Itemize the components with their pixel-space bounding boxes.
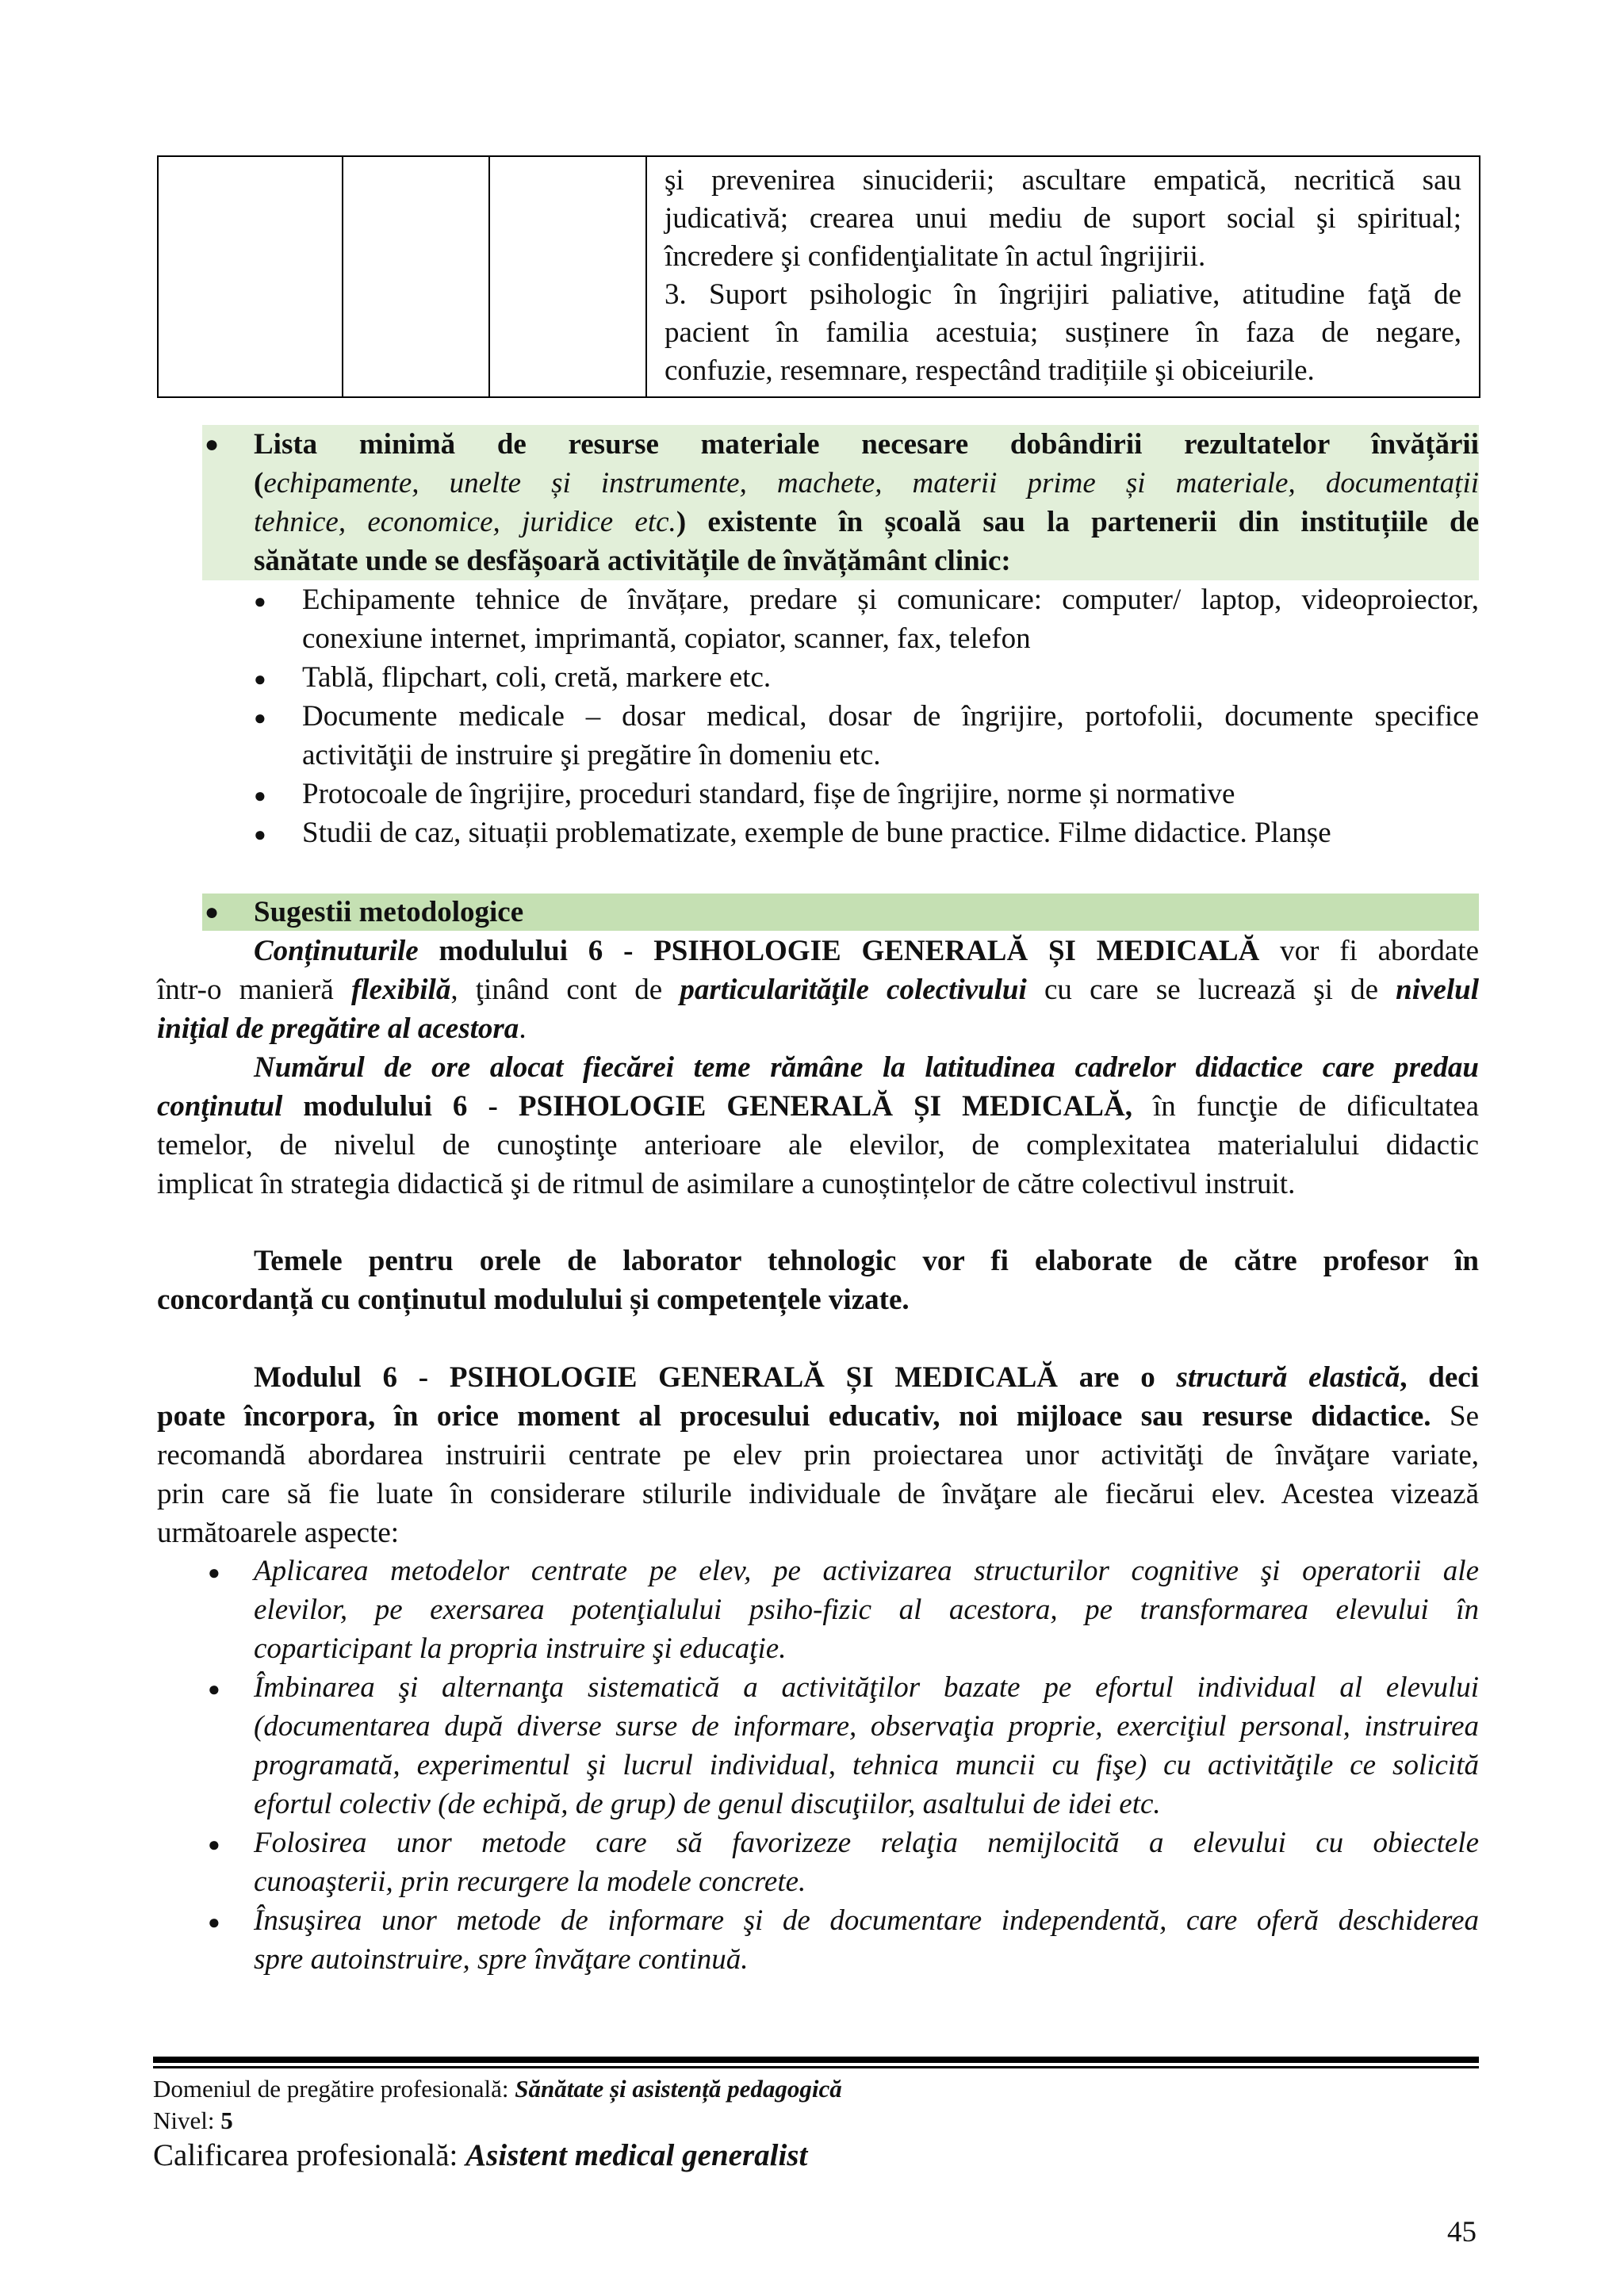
table-cell-content xyxy=(646,156,1480,397)
cell-text-line: şi prevenirea sinuciderii; ascultare empatică, necritică sau xyxy=(665,164,1461,197)
suggestions-paragraph-4: Modulul 6 - PSIHOLOGIE GENERALĂ ȘI MEDICALĂ are o structură elastică, deci poate încorpora, în orice moment al procesului educativ, noi mijloace sau resurse didactice. Se recomandă abordarea instruirii centrate pe elev prin proiectarea unor activităţi de învăţare variate, prin care să fie luate în considerare stilurile individuale de învăţare ale fiecărui elev. Acestea vizează următoarele aspecte: xyxy=(157,1361,1480,1549)
bullet-icon: ● xyxy=(254,590,266,613)
bullet-icon: ● xyxy=(208,1678,220,1701)
suggestions-paragraph-1: Conținuturile modulului 6 - PSIHOLOGIE GENERALĂ ȘI MEDICALĂ vor fi abordate într-o manieră flexibilă, ţinând cont de particularităţile colectivului cu care se lucrează şi de nivelul iniţial de pregătire al acestora. xyxy=(157,935,1480,1045)
cell-text-line: confuzie, resemnare, respectând tradițiile şi obiceiurile. xyxy=(665,354,1315,387)
bullet-icon: ● xyxy=(254,784,266,807)
list-item: Însuşirea unor metode de informare şi de documentare independentă, care oferă deschiderea spre autoinstruire, spre învăţare continuă. xyxy=(254,1904,1479,1976)
content-table xyxy=(157,155,1480,398)
table-cell-empty xyxy=(158,156,343,397)
cell-text-line: încredere şi confidenţialitate în actul îngrijirii. xyxy=(665,240,1206,273)
bullet-icon: ● xyxy=(254,706,266,729)
list-item: Tablă, flipchart, coli, cretă, markere etc. xyxy=(302,661,772,694)
footer-divider xyxy=(153,2057,1479,2063)
resources-heading-line4: sănătate unde se desfășoară activitățile de învățământ clinic: xyxy=(254,545,1011,577)
footer-qualification: Calificarea profesională: Asistent medical generalist xyxy=(153,2138,808,2172)
list-item: Folosirea unor metode care să favorizeze relaţia nemijlocită a elevului cu obiectele cunoaşterii, prin recurgere la modele concrete. xyxy=(254,1827,1479,1898)
list-item: Documente medicale – dosar medical, dosar de îngrijire, portofolii, documente specifice activităţii de instruire şi pregătire în domeniu etc. xyxy=(302,700,1479,771)
footer-domain: Domeniul de pregătire profesională: Sănătate și asistență pedagogică xyxy=(153,2075,842,2103)
table-cell-empty xyxy=(489,156,646,397)
resources-heading-line1: Lista minimă de resurse materiale necesare dobândirii rezultatelor învățării xyxy=(254,428,1479,461)
footer-level: Nivel: 5 xyxy=(153,2107,233,2134)
cell-text-line: judicativă; crearea unui mediu de suport social şi spiritual; xyxy=(665,202,1461,235)
resources-heading-italic-2: tehnice, economice, juridice etc. xyxy=(254,506,676,538)
bullet-icon: ● xyxy=(254,823,266,846)
bullet-icon: ● xyxy=(208,1561,220,1584)
table-cell-empty xyxy=(343,156,489,397)
page-number: 45 xyxy=(1447,2216,1477,2248)
bullet-icon: ● xyxy=(205,899,220,925)
list-item: Îmbinarea şi alternanţa sistematică a activităţilor bazate pe efortul individual al elevului (documentarea după diverse surse de informare, observaţia proprie, exerciţiul personal, instruirea programată, experimentul şi lucrul individual, tehnica muncii cu fişe) cu activităţile ce solicită efortul colectiv (de echipă, de grup) de genul discuţiilor, asaltului de idei etc. xyxy=(254,1671,1479,1820)
resources-heading-bold: ) existente în școală sau la partenerii din instituțiile de xyxy=(676,506,1479,538)
list-item: Studii de caz, situații problematizate, exemple de bune practice. Filme didactice. Planșe xyxy=(302,817,1331,849)
list-item: Protocoale de îngrijire, proceduri standard, fișe de îngrijire, norme și normative xyxy=(302,778,1235,810)
bullet-icon: ● xyxy=(254,668,266,691)
table-row xyxy=(158,156,1480,397)
list-item: Aplicarea metodelor centrate pe elev, pe activizarea structurilor cognitive şi operatorii ale elevilor, pe exersarea potenţialului psiho-fizic al acestora, pe transformarea elevului în coparticipant la propria instruire şi educaţie. xyxy=(254,1555,1479,1665)
resources-heading-italic: echipamente, unelte și instrumente, machete, materii prime și materiale, documentații xyxy=(263,467,1479,499)
bullet-icon: ● xyxy=(208,1833,220,1856)
cell-text-line: pacient în familia acestuia; susținere în faza de negare, xyxy=(665,316,1461,349)
suggestions-paragraph-2: Numărul de ore alocat fiecărei teme rămâne la latitudinea cadrelor didactice care predau conţinutul modulului 6 - PSIHOLOGIE GENERALĂ ȘI MEDICALĂ, în funcţie de dificultatea temelor, de nivelul de cunoştinţe anterioare ale elevilor, de complexitatea materialului didactic implicat în strategia didactică şi de ritmul de asimilare a cunoștințelor de către colectivul instruit. xyxy=(157,1051,1479,1200)
bullet-icon: ● xyxy=(208,1911,220,1934)
list-item: Echipamente tehnice de învățare, predare și comunicare: computer/ laptop, videoproiector, conexiune internet, imprimantă, copiator, scanner, fax, telefon xyxy=(302,584,1479,655)
resources-heading xyxy=(254,425,1479,580)
bullet-icon: ● xyxy=(205,431,220,457)
suggestions-heading: Sugestii metodologice xyxy=(254,896,524,928)
resources-open-paren: ( xyxy=(254,467,264,499)
cell-text-line: 3. Suport psihologic în îngrijiri paliative, atitudine faţă de xyxy=(665,278,1461,311)
footer-divider-thin xyxy=(153,2066,1479,2068)
suggestions-paragraph-3: Temele pentru orele de laborator tehnologic vor fi elaborate de către profesor în concordanță cu conținutul modulului și competențele vizate. xyxy=(157,1245,1479,1316)
